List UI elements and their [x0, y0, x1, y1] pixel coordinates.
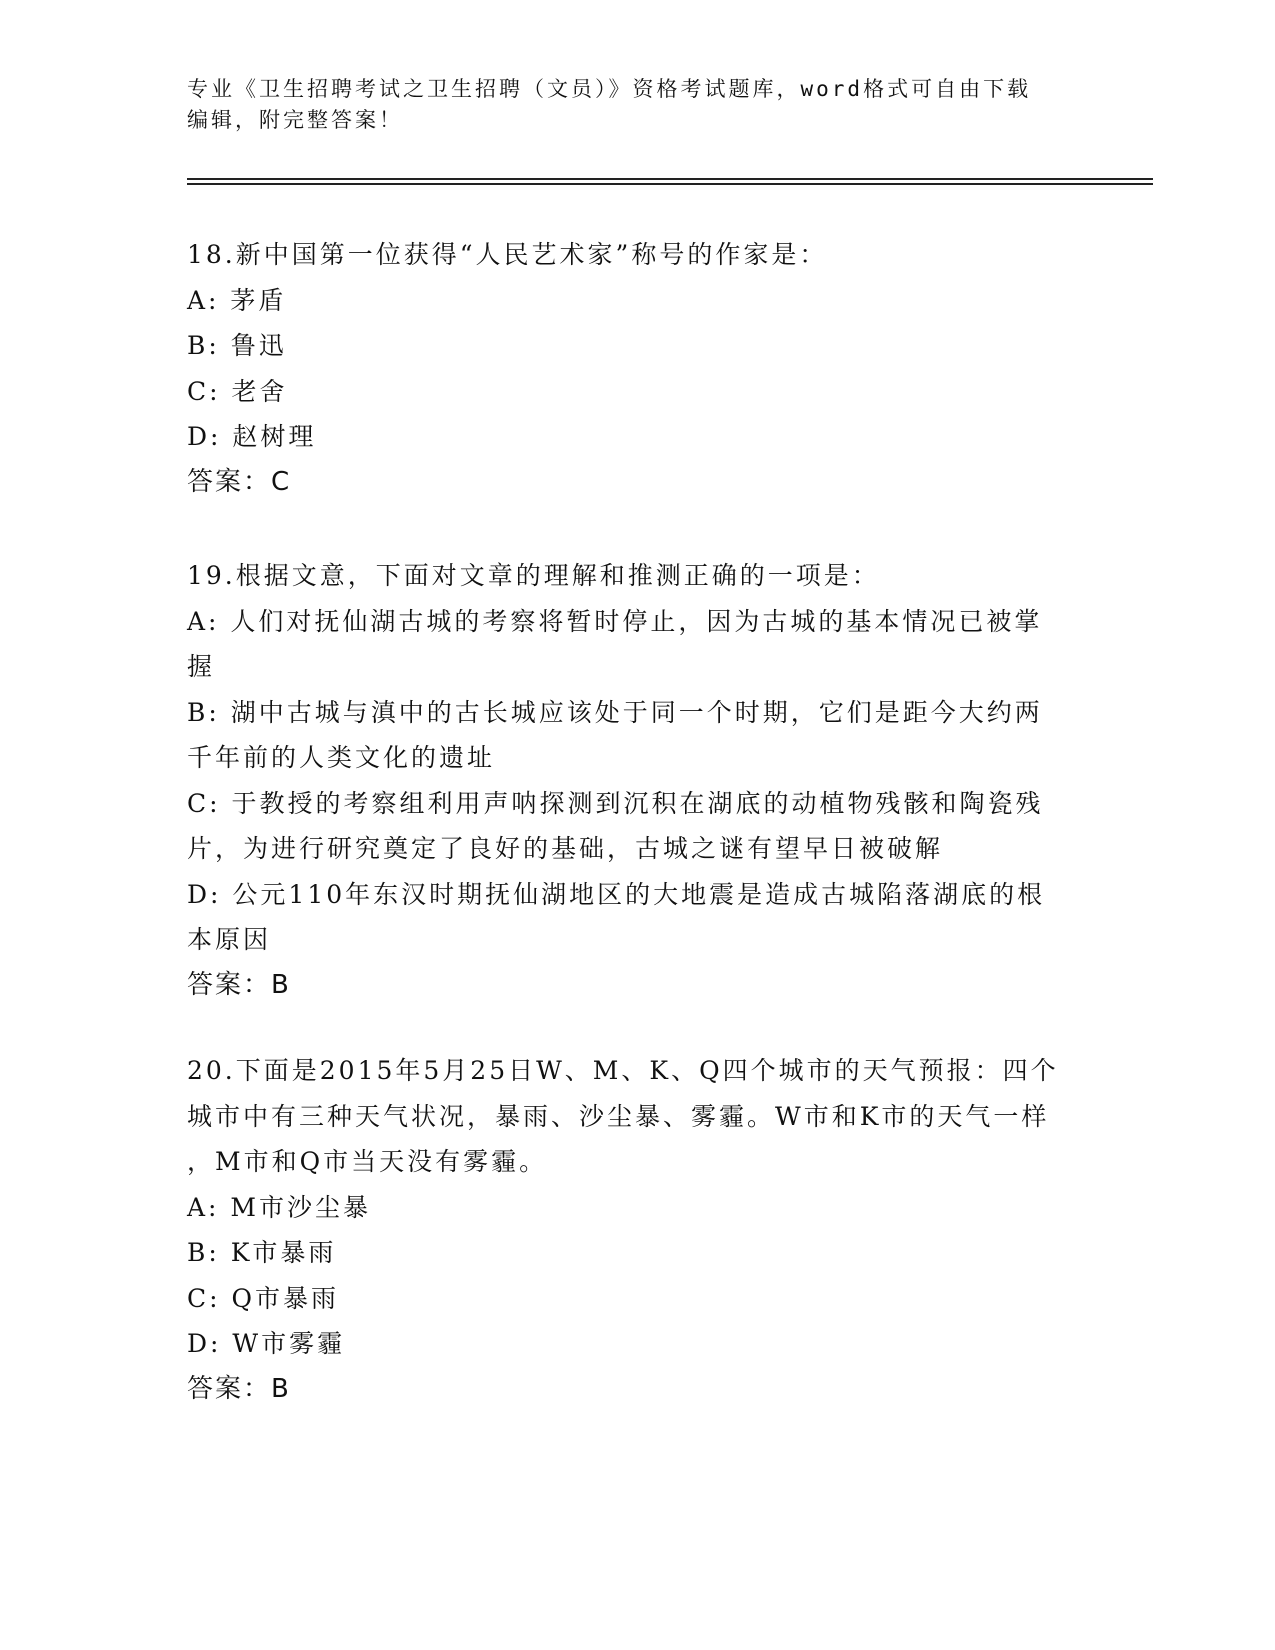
option-d: D: W市雾霾 [187, 1329, 346, 1358]
header-line-1: 专业《卫生招聘考试之卫生招聘（文员）》资格考试题库，word格式可自由下载 [187, 77, 1032, 101]
question-stem-continued: ，M市和Q市当天没有雾霾。 [187, 1147, 548, 1176]
option-c: C: 老舍 [187, 376, 288, 406]
option-d-continued: 本原因 [187, 925, 272, 954]
option-c: C: 于教授的考察组利用声呐探测到沉积在湖底的动植物残骸和陶瓷残 [187, 788, 1044, 818]
header-line-2: 编辑，附完整答案！ [187, 108, 403, 132]
option-a: A: 茅盾 [187, 285, 287, 315]
option-a: A: M市沙尘暴 [187, 1192, 372, 1222]
option-c: C: Q市暴雨 [187, 1283, 339, 1313]
answer-label: 答案：B [187, 1373, 291, 1404]
option-b: B: K市暴雨 [187, 1238, 337, 1267]
answer-label: 答案：C [187, 466, 292, 497]
option-a: A: 人们对抚仙湖古城的考察将暂时停止，因为古城的基本情况已被掌 [187, 606, 1043, 636]
answer-label: 答案：B [187, 969, 291, 1000]
header-divider-bottom [187, 183, 1153, 185]
option-b: B: 湖中古城与滇中的古长城应该处于同一个时期，它们是距今大约两 [187, 697, 1043, 727]
question-18 [187, 232, 1087, 505]
question-stem: 19.根据文意，下面对文章的理解和推测正确的一项是： [187, 561, 880, 590]
question-20 [187, 1048, 1087, 1412]
option-b: B: 鲁迅 [187, 331, 287, 360]
option-d: D: 赵树理 [187, 422, 317, 451]
question-19 [187, 553, 1087, 1008]
option-b-continued: 千年前的人类文化的遗址 [187, 743, 496, 772]
option-c-continued: 片，为进行研究奠定了良好的基础，古城之谜有望早日被破解 [187, 834, 944, 863]
option-a-continued: 握 [187, 652, 216, 681]
question-stem-continued: 城市中有三种天气状况，暴雨、沙尘暴、雾霾。W市和K市的天气一样 [187, 1101, 1050, 1131]
header-divider-top [187, 178, 1153, 180]
question-stem: 20.下面是2015年5月25日W、M、K、Q四个城市的天气预报：四个 [187, 1056, 1059, 1085]
question-stem: 18.新中国第一位获得“人民艺术家”称号的作家是： [187, 240, 828, 269]
option-d: D: 公元110年东汉时期抚仙湖地区的大地震是造成古城陷落湖底的根 [187, 879, 1046, 909]
document-header [187, 74, 1087, 136]
